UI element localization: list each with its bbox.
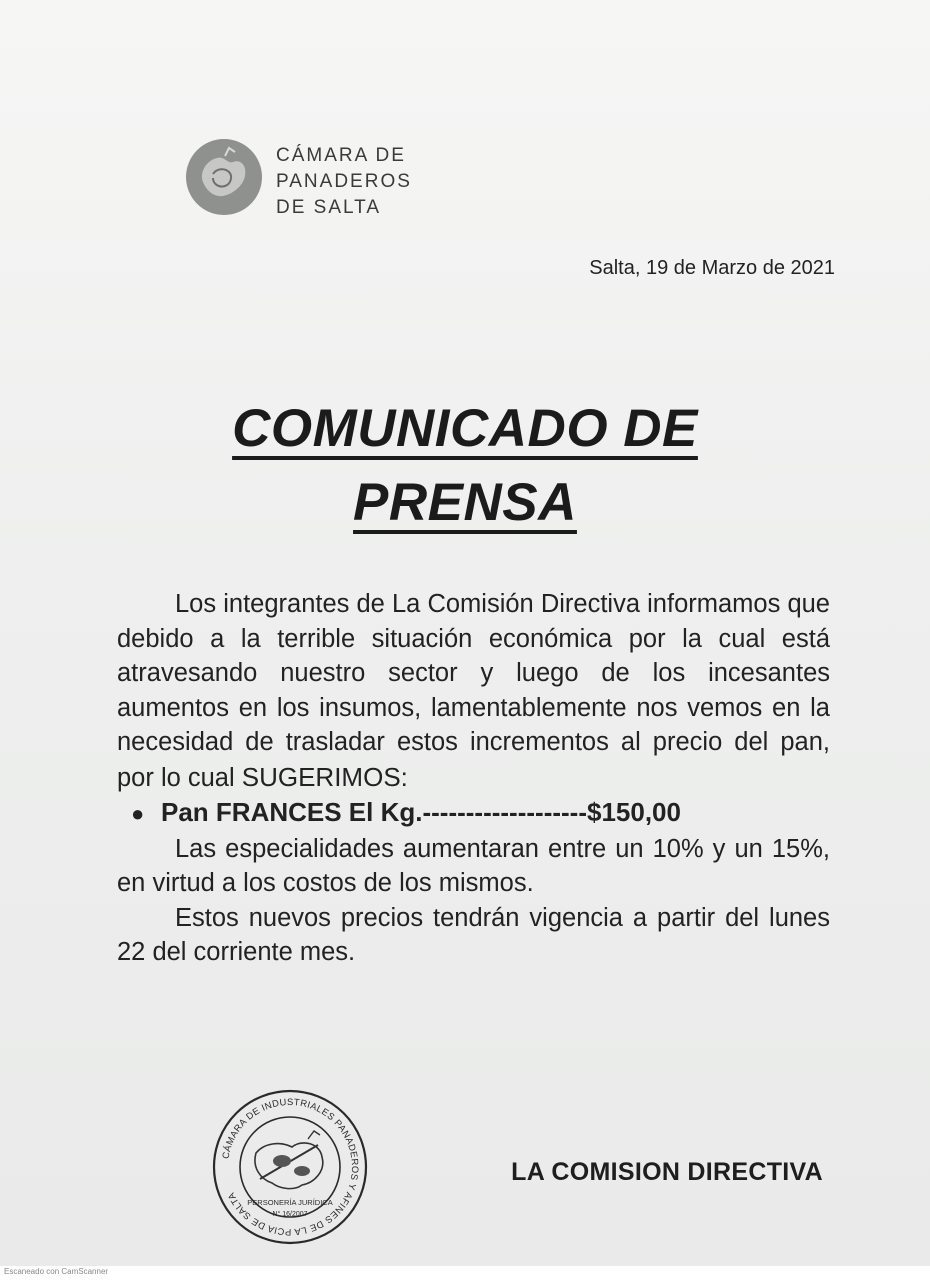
official-seal-stamp: [210, 1087, 370, 1247]
title-line2: PRENSA: [353, 473, 577, 532]
signature-block: LA COMISION DIRECTIVA: [511, 1158, 823, 1186]
bullet-icon: ●: [131, 801, 145, 826]
org-name-line2: PANADEROS: [276, 171, 412, 192]
price-list-item: [131, 795, 830, 832]
sugerimos-label: SUGERIMOS:: [241, 761, 408, 792]
paragraph-validity: Estos nuevos precios tendrán vigencia a partir del lunes 22 del corriente mes.: [117, 903, 830, 966]
organization-name: [276, 143, 412, 221]
price-item-text: Pan FRANCES El Kg.-------------------$150,00: [161, 797, 681, 827]
document-title: [0, 392, 930, 540]
svg-text:N° 16/2007: N° 16/2007: [272, 1211, 308, 1218]
chamber-logo-icon: [185, 138, 263, 216]
scanner-footer-strip: [0, 1266, 930, 1280]
paragraph-intro: [117, 587, 830, 795]
svg-text:CÁMARA DE INDUSTRIALES PANADER: CÁMARA DE INDUSTRIALES PANADEROS Y AFINES DE LA PCIA DE SALTA: [219, 1095, 362, 1239]
document-date: Salta, 19 de Marzo de 2021: [589, 257, 835, 279]
paragraph-intro-text: Los integrantes de La Comisión Directiva informamos que debido a la terrible situación económica por la cual está atravesando nuestro sector y luego de los incesantes aumentos en los insumos, lamentablemente nos vemos en la necesidad de trasladar estos incrementos al precio del pan, por lo cual: [117, 590, 830, 792]
title-line1: COMUNICADO DE: [232, 399, 698, 458]
paragraph-specialties: Las especialidades aumentaran entre un 10% y un 15%, en virtud a los costos de los mismos.: [117, 834, 830, 897]
scanner-watermark: Escaneado con CamScanner: [4, 1267, 109, 1276]
document-body: [117, 587, 830, 970]
org-name-line1: CÁMARA DE: [276, 145, 406, 166]
svg-text:PERSONERÍA JURÍDICA: PERSONERÍA JURÍDICA: [247, 1198, 333, 1207]
org-name-line3: DE SALTA: [276, 197, 382, 218]
